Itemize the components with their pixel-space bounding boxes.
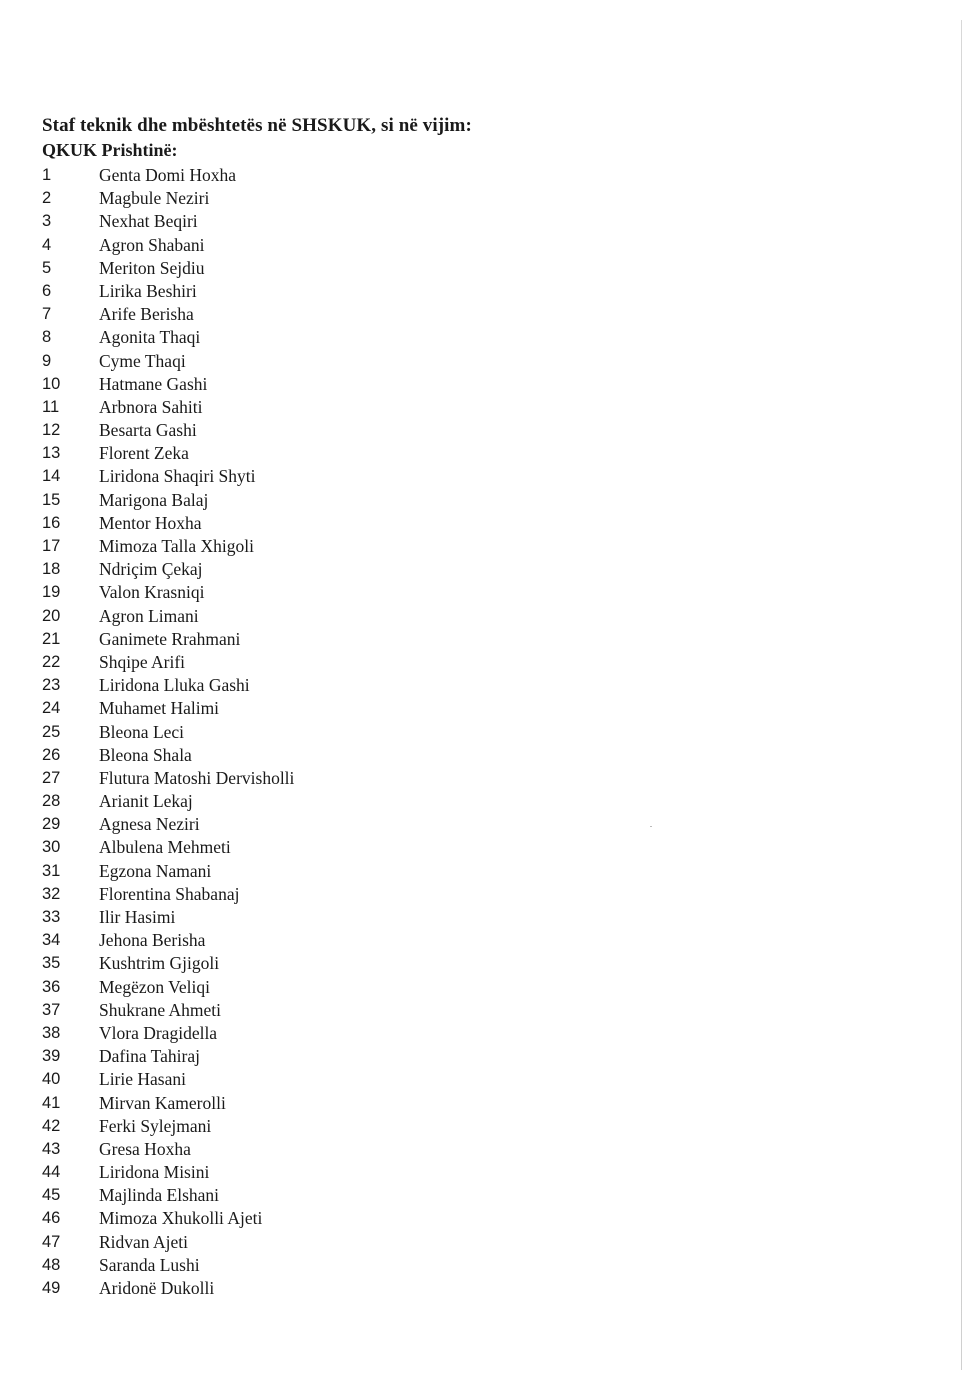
list-item-name: Dafina Tahiraj — [99, 1046, 200, 1067]
list-item-number: 25 — [42, 722, 61, 741]
list-item-name: Albulena Mehmeti — [99, 837, 231, 858]
list-item — [42, 558, 742, 581]
list-item — [42, 1068, 742, 1091]
list-item-name: Agonita Thaqi — [99, 327, 201, 348]
list-item-name: Lirie Hasani — [99, 1069, 186, 1090]
list-item — [42, 465, 742, 488]
list-item-name: Megëzon Veliqi — [99, 976, 210, 997]
list-item-name: Marigona Balaj — [99, 489, 209, 510]
list-item — [42, 373, 742, 396]
scan-edge-line — [961, 20, 962, 1370]
list-item-number: 17 — [42, 537, 61, 555]
list-item-number: 44 — [42, 1163, 61, 1182]
list-item — [42, 836, 742, 859]
list-item-name: Besarta Gashi — [99, 420, 197, 441]
list-item — [42, 767, 742, 790]
list-item — [42, 326, 742, 349]
list-item — [42, 1092, 742, 1115]
list-item-number: 14 — [42, 467, 61, 486]
list-item — [42, 790, 742, 813]
list-item — [42, 1115, 742, 1138]
list-item — [42, 651, 742, 674]
list-item-number: 23 — [42, 676, 61, 695]
list-item-name: Mimoza Xhukolli Ajeti — [99, 1208, 263, 1229]
list-item — [42, 489, 742, 512]
list-item — [42, 674, 742, 697]
list-item — [42, 929, 742, 952]
list-item-name: Valon Krasniqi — [99, 582, 205, 603]
list-item-name: Arife Berisha — [99, 304, 194, 325]
list-item-name: Magbule Neziri — [99, 188, 210, 209]
list-item-number: 40 — [42, 1070, 61, 1089]
list-item — [42, 605, 742, 628]
list-item — [42, 999, 742, 1022]
list-item — [42, 744, 742, 767]
list-item-number: 3 — [42, 212, 52, 231]
list-item-number: 47 — [42, 1232, 61, 1251]
list-item-number: 29 — [42, 815, 61, 834]
staff-list — [42, 164, 742, 1300]
list-item-name: Vlora Dragidella — [99, 1022, 218, 1043]
list-item — [42, 442, 742, 465]
list-item — [42, 350, 742, 373]
list-item-number: 16 — [42, 513, 61, 532]
list-item-number: 32 — [42, 884, 61, 903]
list-item — [42, 813, 742, 836]
list-item — [42, 1277, 742, 1300]
list-item-name: Mirvan Kamerolli — [99, 1092, 226, 1113]
list-item-number: 2 — [42, 189, 52, 208]
list-item-name: Shukrane Ahmeti — [99, 999, 221, 1020]
list-item-number: 13 — [42, 444, 61, 463]
list-item-name: Florentina Shabanaj — [99, 883, 240, 904]
list-item-number: 20 — [42, 606, 61, 625]
list-item — [42, 1184, 742, 1207]
list-item-number: 22 — [42, 652, 61, 671]
list-item-name: Bleona Leci — [99, 721, 185, 742]
list-item-number: 38 — [42, 1023, 61, 1042]
list-item — [42, 210, 742, 233]
list-item-name: Mimoza Talla Xhigoli — [99, 536, 254, 556]
list-item-number: 4 — [42, 235, 52, 254]
list-item-number: 26 — [42, 745, 61, 764]
list-item — [42, 535, 742, 558]
list-item-number: 6 — [42, 281, 52, 300]
list-item-number: 31 — [42, 861, 61, 880]
list-item — [42, 976, 742, 999]
list-item-number: 10 — [42, 374, 61, 393]
list-item-name: Agron Shabani — [99, 234, 205, 255]
list-item — [42, 1138, 742, 1161]
list-item-name: Ferki Sylejmani — [99, 1115, 212, 1136]
list-item-number: 18 — [42, 560, 61, 579]
list-item-number: 45 — [42, 1186, 61, 1205]
list-item-number: 27 — [42, 768, 61, 787]
list-item-name: Muhamet Halimi — [99, 698, 220, 719]
list-item-name: Majlinda Elshani — [99, 1185, 220, 1206]
list-item — [42, 721, 742, 744]
list-item — [42, 512, 742, 535]
list-item-name: Liridona Shaqiri Shyti — [99, 466, 256, 487]
list-item-number: 46 — [42, 1209, 61, 1228]
list-item-number: 1 — [42, 166, 52, 184]
list-item-name: Shqipe Arifi — [99, 651, 186, 672]
list-item — [42, 581, 742, 604]
list-item-number: 35 — [42, 954, 61, 973]
list-item — [42, 1045, 742, 1068]
list-item — [42, 234, 742, 257]
list-item-number: 7 — [42, 305, 52, 324]
list-item-number: 24 — [42, 699, 61, 718]
list-item — [42, 906, 742, 929]
list-item-number: 49 — [42, 1279, 61, 1297]
list-item-name: Saranda Lushi — [99, 1254, 200, 1275]
list-item-name: Agron Limani — [99, 605, 199, 626]
list-item-name: Liridona Lluka Gashi — [99, 675, 250, 696]
list-item-name: Liridona Misini — [99, 1162, 210, 1183]
list-item-name: Hatmane Gashi — [99, 373, 208, 394]
list-item-name: Lirika Beshiri — [99, 280, 197, 301]
list-item-number: 37 — [42, 1000, 61, 1019]
list-item-number: 5 — [42, 258, 52, 277]
list-item-name: Genta Domi Hoxha — [99, 165, 237, 185]
list-item-number: 12 — [42, 421, 61, 440]
list-item-number: 28 — [42, 792, 61, 811]
list-item-name: Ridvan Ajeti — [99, 1231, 188, 1252]
list-item — [42, 1161, 742, 1184]
list-item-name: Nexhat Beqiri — [99, 211, 198, 232]
list-item-number: 39 — [42, 1047, 61, 1066]
list-item-name: Gresa Hoxha — [99, 1138, 191, 1159]
list-item-name: Bleona Shala — [99, 744, 192, 765]
list-item-name: Mentor Hoxha — [99, 512, 202, 533]
list-item — [42, 257, 742, 280]
list-item-name: Florent Zeka — [99, 443, 189, 464]
list-item-number: 48 — [42, 1255, 61, 1274]
list-item-name: Ilir Hasimi — [99, 907, 176, 927]
list-item — [42, 952, 742, 975]
list-item-number: 41 — [42, 1093, 61, 1112]
list-item-number: 34 — [42, 931, 61, 950]
list-item-name: Arbnora Sahiti — [99, 396, 203, 417]
list-item-number: 30 — [42, 838, 61, 857]
document-content — [42, 114, 742, 1300]
list-item — [42, 697, 742, 720]
list-item-name: Aridonë Dukolli — [99, 1278, 215, 1298]
section-heading: Staf teknik dhe mbështetës në SHSKUK, si në vijim: — [42, 115, 472, 136]
list-item-name: Egzona Namani — [99, 860, 212, 881]
list-item — [42, 187, 742, 210]
list-item-number: 21 — [42, 629, 61, 648]
list-item — [42, 860, 742, 883]
list-item — [42, 164, 742, 187]
section-subheading: QKUK Prishtinë: — [42, 140, 178, 160]
list-item-number: 11 — [42, 397, 60, 416]
list-item-name: Ganimete Rrahmani — [99, 628, 241, 649]
list-item — [42, 1254, 742, 1277]
list-item-name: Cyme Thaqi — [99, 350, 186, 371]
list-item-name: Agnesa Neziri — [99, 814, 200, 835]
list-item — [42, 883, 742, 906]
list-item-name: Arianit Lekaj — [99, 791, 193, 812]
list-item — [42, 1022, 742, 1045]
list-item-name: Kushtrim Gjigoli — [99, 953, 220, 974]
list-item — [42, 396, 742, 419]
list-item-number: 43 — [42, 1139, 61, 1158]
list-item-number: 8 — [42, 328, 52, 347]
list-item — [42, 280, 742, 303]
list-item — [42, 303, 742, 326]
list-item-name: Meriton Sejdiu — [99, 257, 205, 278]
list-item-number: 42 — [42, 1116, 61, 1135]
list-item-number: 15 — [42, 490, 61, 509]
list-item-name: Flutura Matoshi Dervisholli — [99, 767, 295, 788]
list-item-name: Jehona Berisha — [99, 930, 206, 951]
list-item-number: 19 — [42, 583, 61, 602]
list-item — [42, 1207, 742, 1230]
list-item — [42, 1231, 742, 1254]
list-item-name: Ndriçim Çekaj — [99, 559, 203, 580]
list-item-number: 33 — [42, 908, 61, 926]
list-item-number: 36 — [42, 977, 61, 996]
list-item-number: 9 — [42, 351, 52, 370]
list-item — [42, 628, 742, 651]
list-item — [42, 419, 742, 442]
